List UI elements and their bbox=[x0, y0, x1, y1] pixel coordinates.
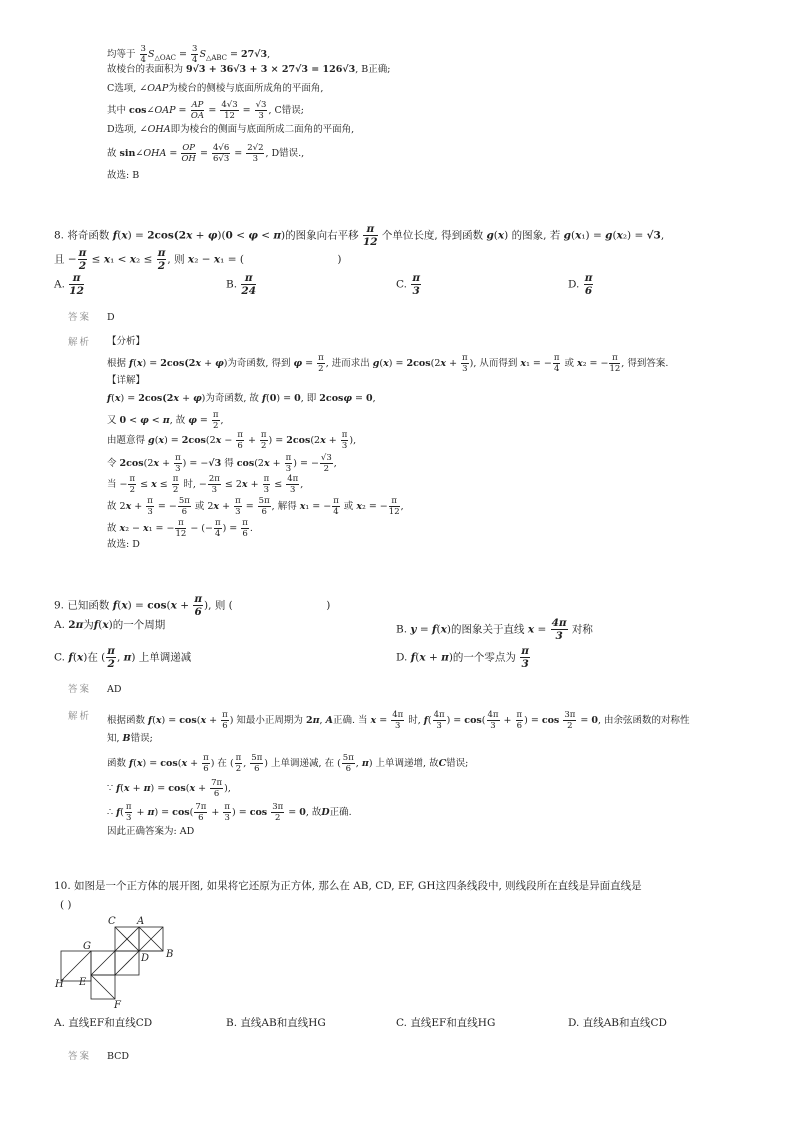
cube-net-figure bbox=[50, 914, 180, 1014]
q7-line-5: D选项, ∠OHA即为棱台的侧面与底面所成二面角的平面角, bbox=[107, 124, 355, 135]
q10-answer-label: 答案 bbox=[68, 1051, 92, 1062]
q8-answer: D bbox=[107, 312, 115, 323]
q9-answer: AD bbox=[107, 684, 122, 695]
figure-label-c: C bbox=[108, 916, 116, 927]
q8-final: 故选: D bbox=[107, 539, 140, 550]
q9-analysis-line: 根据函数 f(x) = cos(x + $\frac{\pi}{6}$ ) 知最小正周期为 2π, A正确. 当 x = $\frac{4\pi}{3}$ 时, f( $\frac{4\pi}{3}$ ) = cos( $\frac{4\pi}{3}$ + $\frac{\pi}{6}$ ) = cos $\frac{3\pi}{2}$ = 0, 由余弦函数的对称性 bbox=[107, 710, 690, 731]
q8-stem-line-2: 且 − $\frac{\pi}{2}$ ≤ x₁ < x₂ ≤ $\frac{\pi}{2}$ , 则 x₂ − x₁ = ( ) bbox=[54, 247, 342, 272]
q9-option-c[interactable]: C. f(x)在 ( $\frac{\pi}{2}$ , π) 上单调递减 bbox=[54, 645, 192, 670]
q8-detail-line: 当 − $\frac{\pi}{2}$ ≤ x ≤ $\frac{\pi}{2}$ 时, − $\frac{2\pi}{3}$ ≤ 2x + $\frac{\pi}{3}$ ≤ $\frac{4\pi}{3}$ , bbox=[107, 474, 304, 495]
q8-detail-line: 故 2x + $\frac{\pi}{3}$ = − $\frac{5\pi}{6}$ 或 2x + $\frac{\pi}{3}$ = $\frac{5\pi}{6}$ , 解得 x₁ = − $\frac{\pi}{4}$ 或 x₂ = − $\frac{\pi}{12}$ , bbox=[107, 496, 404, 517]
q7-line-1: 均等于 $\frac{3}{4}$ $S_{\triangle OAC}$ = $\frac{3}{4}$ $S_{\triangle ABC} = 27√3$, bbox=[107, 44, 271, 65]
q8-analysis-label: 解析 bbox=[68, 337, 92, 348]
figure-label-g: G bbox=[83, 941, 91, 952]
q10-answer: BCD bbox=[107, 1051, 130, 1062]
q8-detail-heading: 【详解】 bbox=[107, 375, 146, 386]
figure-label-h: H bbox=[55, 979, 64, 990]
q10-option-c[interactable]: C. 直线EF和直线HG bbox=[396, 1017, 496, 1029]
q8-detail-line: 故 x₂ − x₁ = − $\frac{\pi}{12}$ − (− $\frac{\pi}{4}$ ) = $\frac{\pi}{6}$ . bbox=[107, 518, 253, 539]
q9-answer-label: 答案 bbox=[68, 684, 92, 695]
figure-label-a: A bbox=[137, 916, 145, 927]
figure-label-f: F bbox=[114, 1000, 121, 1011]
q8-option-a[interactable]: A. $\frac{\pi}{12}$ bbox=[54, 272, 84, 297]
q9-analysis-line: 知, B错误; bbox=[107, 733, 153, 744]
q9-conclusion: 因此正确答案为: AD bbox=[107, 826, 195, 837]
q9-stem: 9. 已知函数 f(x) = cos(x + $\frac{\pi}{6}$ ), 则 ( ) bbox=[54, 593, 331, 618]
q8-option-c[interactable]: C. $\frac{\pi}{3}$ bbox=[396, 272, 421, 297]
q8-stem-line-1: 8. 将奇函数 f(x) = 2cos(2x + φ)(0 < φ < π)的图象向右平移 $\frac{\pi}{12}$ 个单位长度, 得到函数 g(x) 的图象, 若 g(x₁) = g(x₂) = √3, bbox=[54, 223, 665, 248]
q8-analysis-line: 根据 f(x) = 2cos(2x + φ)为奇函数, 得到 φ = $\frac{\pi}{2}$ , 进而求出 g(x) = 2cos(2x + $\frac{\pi}{3}$ ), 从而得到 x₁ = − $\frac{\pi}{4}$ 或 x₂ = − $\frac{\pi}{12}$ , 得到答案. bbox=[107, 353, 669, 374]
q10-option-d[interactable]: D. 直线AB和直线CD bbox=[568, 1017, 667, 1029]
figure-label-e: E bbox=[79, 977, 87, 988]
q7-line-2: 故棱台的表面积为 9√3 + 36√3 + 3 × 27√3 = 126√3, B正确; bbox=[107, 64, 391, 75]
figure-label-b: B bbox=[166, 949, 174, 960]
q9-analysis-line: ∴ f( $\frac{\pi}{3}$ + π) = cos( $\frac{7\pi}{6}$ + $\frac{\pi}{3}$ ) = cos $\frac{3\pi}{2}$ = 0, 故D正确. bbox=[107, 802, 352, 823]
q10-paren: ( ) bbox=[60, 899, 72, 911]
q8-answer-label: 答案 bbox=[68, 312, 92, 323]
q7-line-4: 其中 cos∠OAP = $\frac{AP}{OA}$ = $\frac{4√3}{12}$ = $\frac{√3}{3}$ , C错误; bbox=[107, 100, 304, 121]
q7-line-3: C选项, ∠OAP为棱台的侧棱与底面所成角的平面角, bbox=[107, 83, 324, 94]
q9-analysis-line: ∵ f(x + π) = cos(x + $\frac{7\pi}{6}$ ), bbox=[107, 778, 231, 799]
q9-option-a[interactable]: A. 2π为f(x)的一个周期 bbox=[54, 619, 166, 631]
q10-stem: 10. 如图是一个正方体的展开图, 如果将它还原为正方体, 那么在 AB, CD, EF, GH这四条线段中, 则线段所在直线是异面直线是 bbox=[54, 880, 642, 892]
q9-option-b[interactable]: B. y = f(x)的图象关于直线 x = $\frac{4\pi}{3}$ 对称 bbox=[396, 617, 593, 642]
q8-detail-line: 由题意得 g(x) = 2cos(2x − $\frac{\pi}{6}$ + $\frac{\pi}{2}$ ) = 2cos(2x + $\frac{\pi}{3}$ ), bbox=[107, 430, 357, 451]
q7-line-6: 故 sin∠OHA = $\frac{OP}{OH}$ = $\frac{4√6}{6√3}$ = $\frac{2√2}{3}$ , D错误., bbox=[107, 143, 305, 164]
q9-analysis-label: 解析 bbox=[68, 711, 92, 722]
q8-detail-line: 令 2cos(2x + $\frac{\pi}{3}$ ) = −√3 得 cos(2x + $\frac{\pi}{3}$ ) = − $\frac{√3}{2}$ , bbox=[107, 453, 337, 474]
q8-option-d[interactable]: D. $\frac{\pi}{6}$ bbox=[568, 272, 593, 297]
q9-option-d[interactable]: D. f(x + π)的一个零点为 $\frac{\pi}{3}$ bbox=[396, 645, 529, 670]
q8-option-b[interactable]: B. $\frac{\pi}{24}$ bbox=[226, 272, 257, 297]
q10-option-b[interactable]: B. 直线AB和直线HG bbox=[226, 1017, 326, 1029]
q7-line-7: 故选: B bbox=[107, 170, 140, 181]
q8-detail-line: 又 0 < φ < π, 故 φ = $\frac{\pi}{2}$ , bbox=[107, 410, 224, 431]
q8-detail-line: f(x) = 2cos(2x + φ)为奇函数, 故 f(0) = 0, 即 2cosφ = 0, bbox=[107, 393, 376, 404]
q9-analysis-line: 函数 f(x) = cos(x + $\frac{\pi}{6}$ ) 在 ( $\frac{\pi}{2}$ , $\frac{5\pi}{6}$ ) 上单调递减, 在 ( $\frac{5\pi}{6}$ , π) 上单调递增, 故C错误; bbox=[107, 753, 469, 774]
q10-option-a[interactable]: A. 直线EF和直线CD bbox=[54, 1017, 153, 1029]
q8-analysis-heading: 【分析】 bbox=[107, 336, 146, 347]
figure-label-d: D bbox=[141, 953, 150, 964]
